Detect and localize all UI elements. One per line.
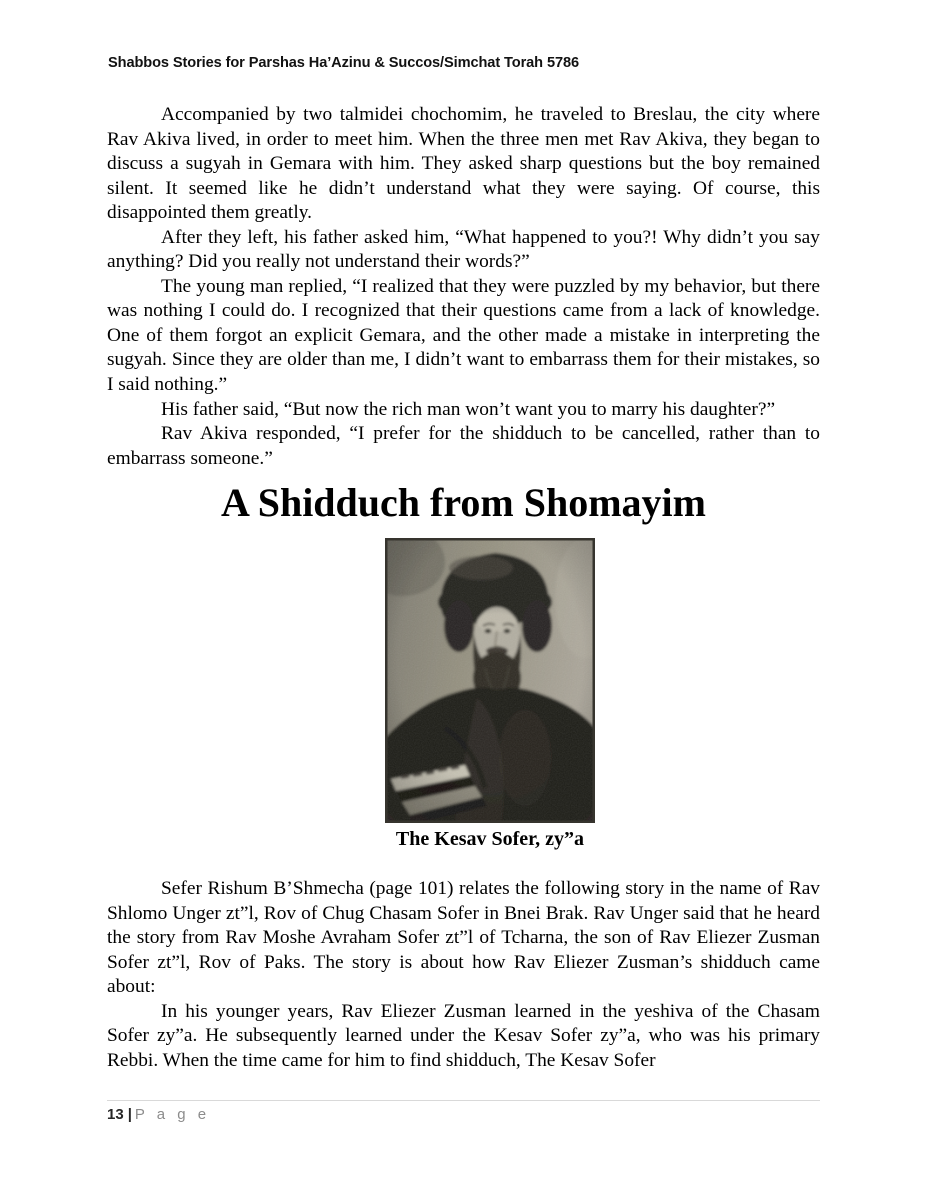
footer-page-word: P a g e (134, 1106, 211, 1123)
story-title: A Shidduch from Shomayim (221, 480, 706, 526)
story-paragraph: Accompanied by two talmidei chochomim, he traveled to Breslau, the city where Rav Akiva lived, in order to meet him. When the three men met Rav Akiva, they began to discuss a sugyah in Gemara with him. They asked sharp questions but the boy remained silent. It seemed like he didn’t understand what they were saying. Of course, this disappointed them greatly. (107, 104, 820, 224)
footer-divider (107, 1100, 820, 1101)
portrait-photo (385, 538, 595, 823)
portrait-figure (385, 538, 595, 851)
portrait-caption: The Kesav Sofer, zy”a (395, 828, 585, 851)
document-body (107, 103, 820, 1074)
page-header-title: Shabbos Stories for Parshas Ha’Azinu & Succos/Simchat Torah 5786 (108, 55, 580, 71)
footer-separator: | (127, 1106, 132, 1123)
story-paragraph: After they left, his father asked him, “What happened to you?! Why didn’t you say anything? Did you really not understand their words?” (107, 226, 820, 273)
story-continuation (107, 877, 820, 1073)
story-paragraph: His father said, “But now the rich man won’t want you to marry his daughter?” (161, 398, 776, 420)
page-number: 13 (107, 1106, 124, 1123)
story-paragraph: The young man replied, “I realized that they were puzzled by my behavior, but there was nothing I could do. I recognized that their questions came from a lack of knowledge. One of them forgot an explicit Gemara, and the other made a mistake in interpreting the sugyah. Since they are older than me, I didn’t want to embarrass them for their mistakes, so I said nothing.” (107, 275, 820, 396)
story-paragraph: Sefer Rishum B’Shmecha (page 101) relates the following story in the name of Rav Shlomo Unger zt”l, Rov of Chug Chasam Sofer in Bnei Brak. Rav Unger said that he heard the story from Rav Moshe Avraham Sofer zt”l of Tcharna, the son of Rav Eliezer Zusman Sofer zt”l, Rov of Paks. The story is about how Rav Eliezer Zusman’s shidduch came about: (107, 878, 820, 998)
story-paragraph: Rav Akiva responded, “I prefer for the shidduch to be cancelled, rather than to embarrass someone.” (107, 423, 820, 469)
page-footer (107, 1100, 820, 1123)
page-header (108, 55, 579, 71)
story-paragraph: In his younger years, Rav Eliezer Zusman learned in the yeshiva of the Chasam Sofer zy”a. He subsequently learned under the Kesav Sofer zy”a, who was his primary Rebbi. When the time came for him to find shidduch, The Kesav Sofer (107, 1000, 820, 1072)
